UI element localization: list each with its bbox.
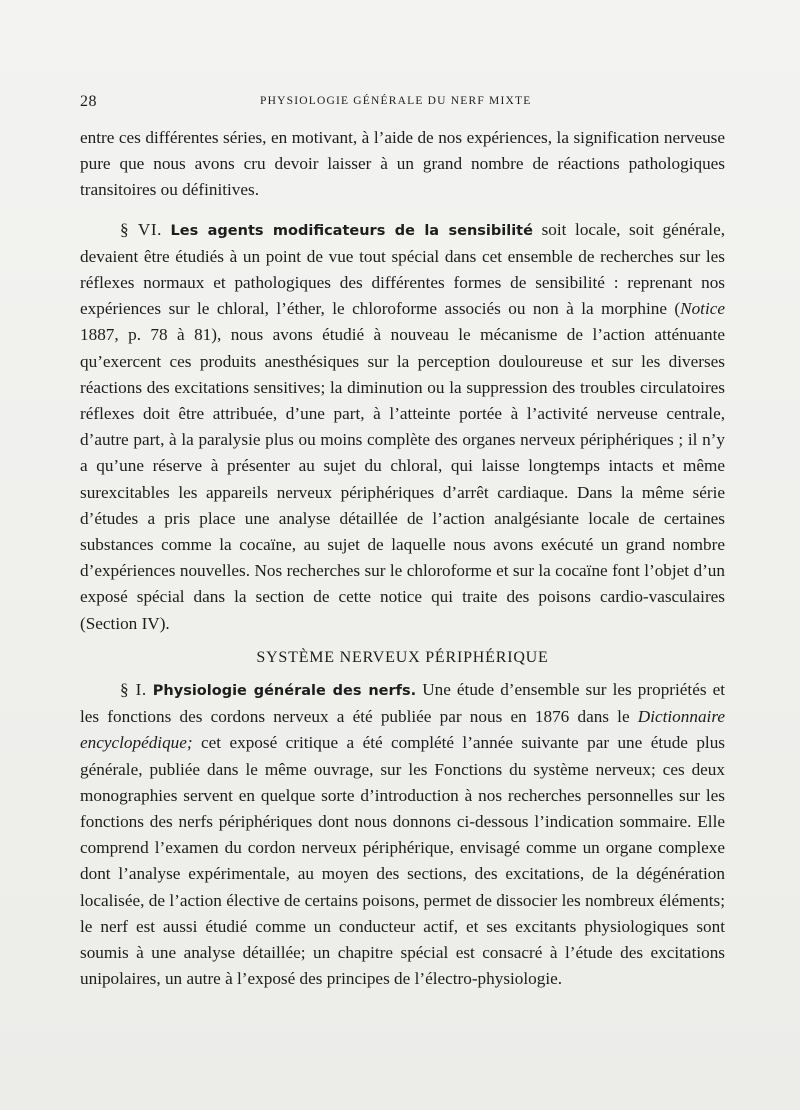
running-head: PHYSIOLOGIE GÉNÉRALE DU NERF MIXTE [260, 95, 532, 107]
section-1-number: § I. [120, 680, 147, 700]
page-number: 28 [80, 93, 97, 110]
section-1-text-b: cet exposé critique a été complété l’année suivante par une étude plus générale, publiée dans le même ouvrage, sur les Fonctions du système nerveux; ces deux monographies servent en quelque sorte d’introduction à nos recherches personnelles sur les fonctions des nerfs périphériques dont nous donnons ci-dessous l’indication sommaire. Elle comprend l’examen du cordon nerveux périphérique, envisagé comme un organe complexe dont l’analyse expérimentale, au moyen des sections, des excitations, de la dégénération localisée, de l’action élective de certains poisons, permet de dissocier les nombreux éléments; le nerf est aussi étudié comme un conducteur actif, et ses excitants physiologiques sont soumis à une analyse détaillée; un chapitre spécial est consacré à l’étude des excitations unipolaires, un autre à l’exposé des principes de l’électro-physiologie. [80, 733, 725, 989]
page-header [80, 93, 725, 115]
section-1-text-a: Une étude d’ensemble sur les propriétés et les fonctions des cordons nerveux a été publiée par nous en 1876 dans le [80, 680, 726, 727]
section-6-text-a: soit locale, soit générale, devaient être étudiés à un point de vue tout spécial dans cet ensemble de recherches sur les réflexes normaux et pathologiques des différentes formes de sensibilité : reprenant nos expériences sur le chloral, l’éther, le chloroforme associés ou non à la morphine ( [80, 219, 726, 319]
section-6-title: Les agents modificateurs de la sensibilité [170, 222, 533, 239]
notice-reference: Notice [680, 299, 725, 319]
paragraph-section-6 [80, 217, 725, 637]
paragraph-continuation: entre ces différentes séries, en motivant, à l’aide de nos expériences, la signification nerveuse pure que nous avons cru devoir laisser à un grand nombre de réactions pathologiques transitoires ou définitives. [80, 128, 725, 200]
body-text [80, 125, 725, 993]
section-heading: SYSTÈME NERVEUX PÉRIPHÉRIQUE [256, 648, 549, 666]
dictionary-reference: Dictionnaire encyclopédique; [80, 707, 725, 753]
section-1-title: Physiologie générale des nerfs. [152, 683, 417, 700]
paragraph-section-1 [80, 677, 725, 992]
section-6-text-b: 1887, p. 78 à 81), nous avons étudié à nouveau le mécanisme de l’action atténuante qu’exercent ces produits anesthésiques sur la perception douloureuse et sur les diverses réactions des excitations sensitives; la diminution ou la suppression des troubles circulatoires réflexes doit être attribuée, d’une part, à l’atteinte portée à l’activité nerveuse centrale, d’autre part, à la paralysie plus ou moins complète des organes nerveux périphériques ; il n’y a qu’une réserve à présenter au sujet du chloral, qui laisse longtemps intacts et même surexcitables les appareils nerveux périphériques d’arrêt cardiaque. Dans la même série d’études a pris place une analyse détaillée de l’action analgésiante locale de certaines substances comme la cocaïne, au sujet de laquelle nous avons exécuté un grand nombre d’expériences nouvelles. Nos recherches sur le chloroforme et sur la cocaïne font l’objet d’un exposé spécial dans la section de cette notice qui traite des poisons cardio-vasculaires (Section IV). [80, 325, 725, 633]
section-6-number: § VI. [120, 219, 162, 239]
